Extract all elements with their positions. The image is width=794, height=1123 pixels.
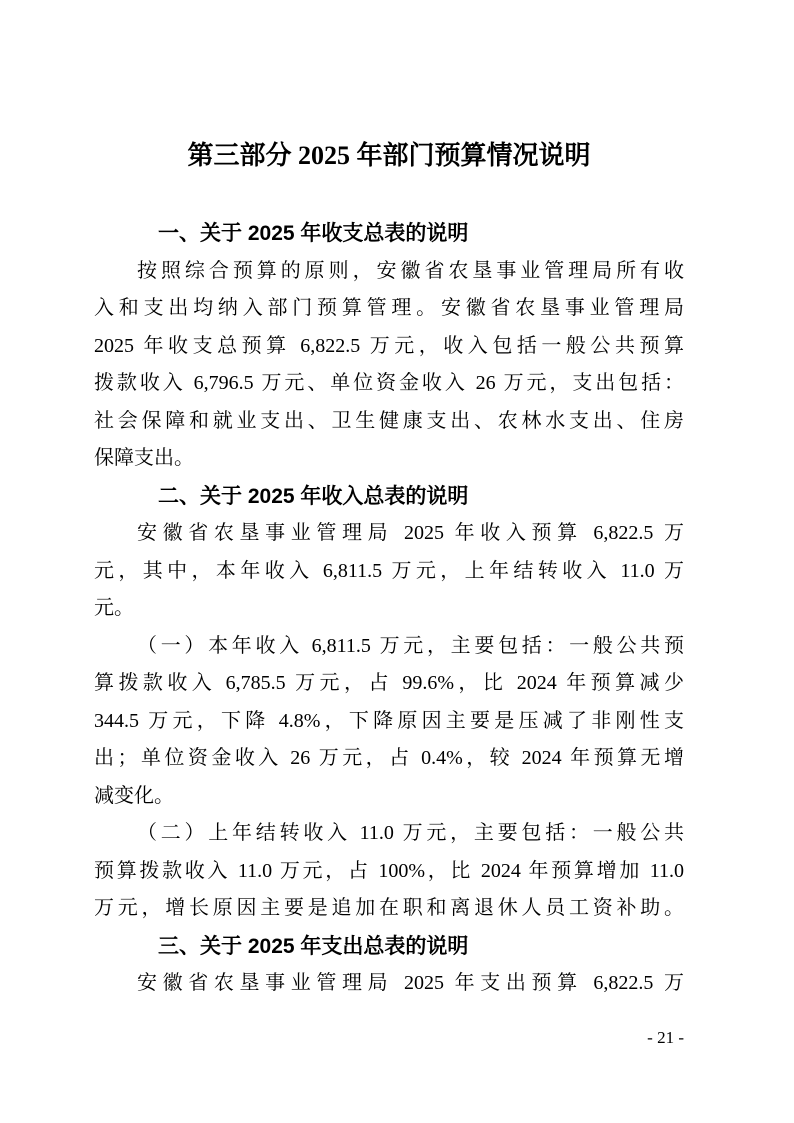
text-line: 社会保障和就业支出、卫生健康支出、农林水支出、住房 xyxy=(94,409,684,432)
section-heading: 二、关于 2025 年收入总表的说明 xyxy=(158,484,469,508)
paragraph xyxy=(94,815,684,928)
text-line: （一）本年收入 6,811.5 万元，主要包括：一般公共预 xyxy=(137,634,684,657)
text-line: 安徽省农垦事业管理局 2025 年支出预算 6,822.5 万 xyxy=(137,972,684,994)
section-heading: 三、关于 2025 年支出总表的说明 xyxy=(158,934,469,958)
text-line: 按照综合预算的原则，安徽省农垦事业管理局所有收 xyxy=(137,259,684,282)
page-number: - 21 - xyxy=(647,1028,684,1047)
paragraph xyxy=(94,628,684,816)
text-line: 拨款收入 6,796.5 万元、单位资金收入 26 万元，支出包括： xyxy=(94,372,684,394)
document-body xyxy=(94,215,684,1003)
text-line: 保障支出。 xyxy=(94,447,194,469)
paragraph xyxy=(94,515,684,628)
paragraph xyxy=(94,253,684,478)
text-line: 预算拨款收入 11.0 万元，占 100%，比 2024 年预算增加 11.0 xyxy=(94,859,684,882)
section-heading: 一、关于 2025 年收支总表的说明 xyxy=(158,222,469,245)
text-line: 入和支出均纳入部门预算管理。安徽省农垦事业管理局 xyxy=(94,297,684,319)
text-line: 减变化。 xyxy=(94,784,174,807)
document-title: 第三部分 2025 年部门预算情况说明 xyxy=(187,141,591,170)
text-line: 算拨款收入 6,785.5 万元，占 99.6%，比 2024 年预算减少 xyxy=(94,672,684,694)
text-line: 出；单位资金收入 26 万元，占 0.4%，较 2024 年预算无增 xyxy=(94,747,684,769)
paragraph xyxy=(94,965,684,1003)
text-line: 元，其中，本年收入 6,811.5 万元，上年结转收入 11.0 万 xyxy=(94,559,684,582)
text-line: 2025 年收支总预算 6,822.5 万元，收入包括一般公共预算 xyxy=(94,334,684,357)
text-line: 万元，增长原因主要是追加在职和离退休人员工资补助。 xyxy=(94,897,684,919)
text-line: （二）上年结转收入 11.0 万元，主要包括：一般公共 xyxy=(137,822,684,844)
text-line: 安徽省农垦事业管理局 2025 年收入预算 6,822.5 万 xyxy=(137,522,684,544)
text-line: 344.5 万元，下降 4.8%，下降原因主要是压减了非刚性支 xyxy=(94,709,684,732)
text-line: 元。 xyxy=(94,597,134,619)
